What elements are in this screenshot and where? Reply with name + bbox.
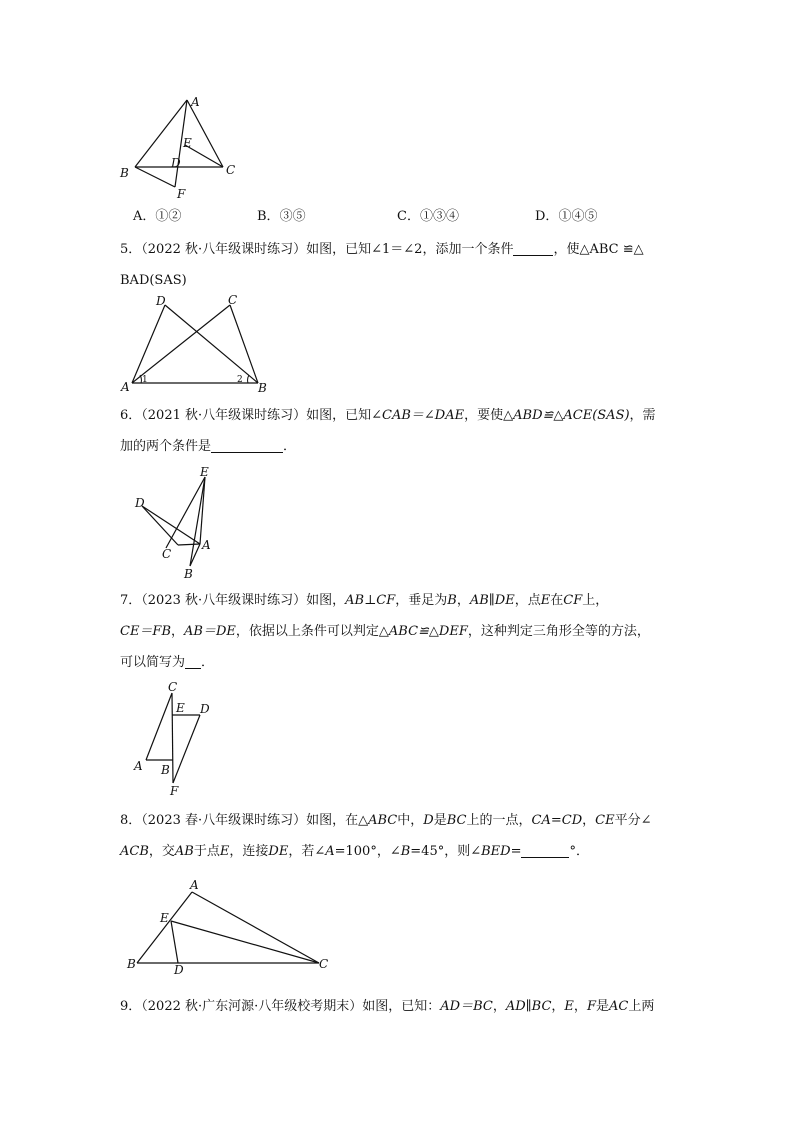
q5-line1: 5．（2022 秋·八年级课时练习）如图，已知∠1＝∠2，添加一个条件 ，使△ABC ≌△ <box>120 242 644 257</box>
answer-blank[interactable] <box>521 843 569 858</box>
q7-line2: CE＝FB，AB＝DE，依据以上条件可以判定△ABC≌△DEF，这种判定三角形全等的方法， <box>120 624 650 639</box>
label-c: C <box>168 680 178 694</box>
q7-line1: 7．（2023 秋·八年级课时练习）如图，AB⊥CF，垂足为B，AB∥DE，点E在CF上， <box>120 593 609 608</box>
label-f: F <box>177 187 186 201</box>
figure-q6 <box>130 460 230 585</box>
q6-line2: 加的两个条件是 ． <box>120 439 297 454</box>
label-e: E <box>200 465 209 479</box>
segment-ca <box>178 544 200 545</box>
label-b: B <box>127 957 136 971</box>
q7-line3: 可以简写为 ． <box>120 655 215 670</box>
label-c: C <box>162 547 172 561</box>
answer-blank[interactable] <box>211 438 283 453</box>
label-f: F <box>170 784 179 798</box>
label-a: A <box>191 95 200 109</box>
label-a: A <box>202 538 211 552</box>
segment-ad <box>132 305 165 383</box>
answer-blank[interactable] <box>513 241 553 256</box>
figure-q7 <box>130 678 220 800</box>
segment-bf <box>135 167 175 187</box>
label-b: B <box>258 381 267 395</box>
label-c: C <box>319 957 329 971</box>
label-e: E <box>176 701 185 715</box>
q8-line2: ACB，交AB于点E，连接DE，若∠A=100°，∠B=45°，则∠BED= °． <box>120 844 589 859</box>
label-c: C <box>228 293 238 307</box>
label-e: E <box>183 136 192 150</box>
label-d: D <box>135 496 145 510</box>
label-b: B <box>184 567 193 581</box>
label-d: D <box>171 156 181 170</box>
label-e: E <box>160 911 169 925</box>
segment-ec <box>171 921 319 963</box>
segment-ac <box>132 305 230 383</box>
segment-ac <box>192 892 319 963</box>
q4-options <box>133 205 693 225</box>
figure-q5 <box>118 293 268 393</box>
segment-ba <box>137 892 192 963</box>
option-b[interactable]: B．③⑤ <box>257 209 306 224</box>
segment-df <box>173 715 200 783</box>
q8-line1: 8．（2023 春·八年级课时练习）如图，在△ABC中，D是BC上的一点，CA=CD，CE平分∠ <box>120 813 652 828</box>
answer-blank[interactable] <box>185 654 201 669</box>
label-a: A <box>190 878 199 892</box>
label-d: D <box>156 294 166 308</box>
figure-q4 <box>115 95 245 205</box>
q9-line1: 9．（2022 秋·广东河源·八年级校考期末）如图，已知：AD＝BC，AD∥BC，E，F是AC上两 <box>120 999 655 1014</box>
angle-2-arc <box>248 375 249 383</box>
segment-ca <box>146 693 172 760</box>
label-angle-1: 1 <box>142 375 148 385</box>
option-d[interactable]: D．①④⑤ <box>535 209 598 224</box>
q5-line2: BAD(SAS) <box>120 273 187 288</box>
label-b: B <box>120 166 129 180</box>
label-c: C <box>226 163 236 177</box>
label-a: A <box>121 380 130 394</box>
label-angle-2: 2 <box>237 375 243 385</box>
option-a[interactable]: A．①② <box>133 209 182 224</box>
label-d: D <box>174 963 184 977</box>
option-c[interactable]: C．①③④ <box>397 209 459 224</box>
label-d: D <box>200 702 210 716</box>
label-b: B <box>161 763 170 777</box>
figure-q8 <box>122 875 342 980</box>
segment-ed <box>171 921 178 963</box>
segment-ea <box>200 477 205 544</box>
label-a: A <box>134 759 143 773</box>
segment-cf <box>172 693 173 783</box>
q6-line1: 6．（2021 秋·八年级课时练习）如图，已知∠CAB＝∠DAE，要使△ABD≌△ACE(SAS)，需 <box>120 408 656 423</box>
